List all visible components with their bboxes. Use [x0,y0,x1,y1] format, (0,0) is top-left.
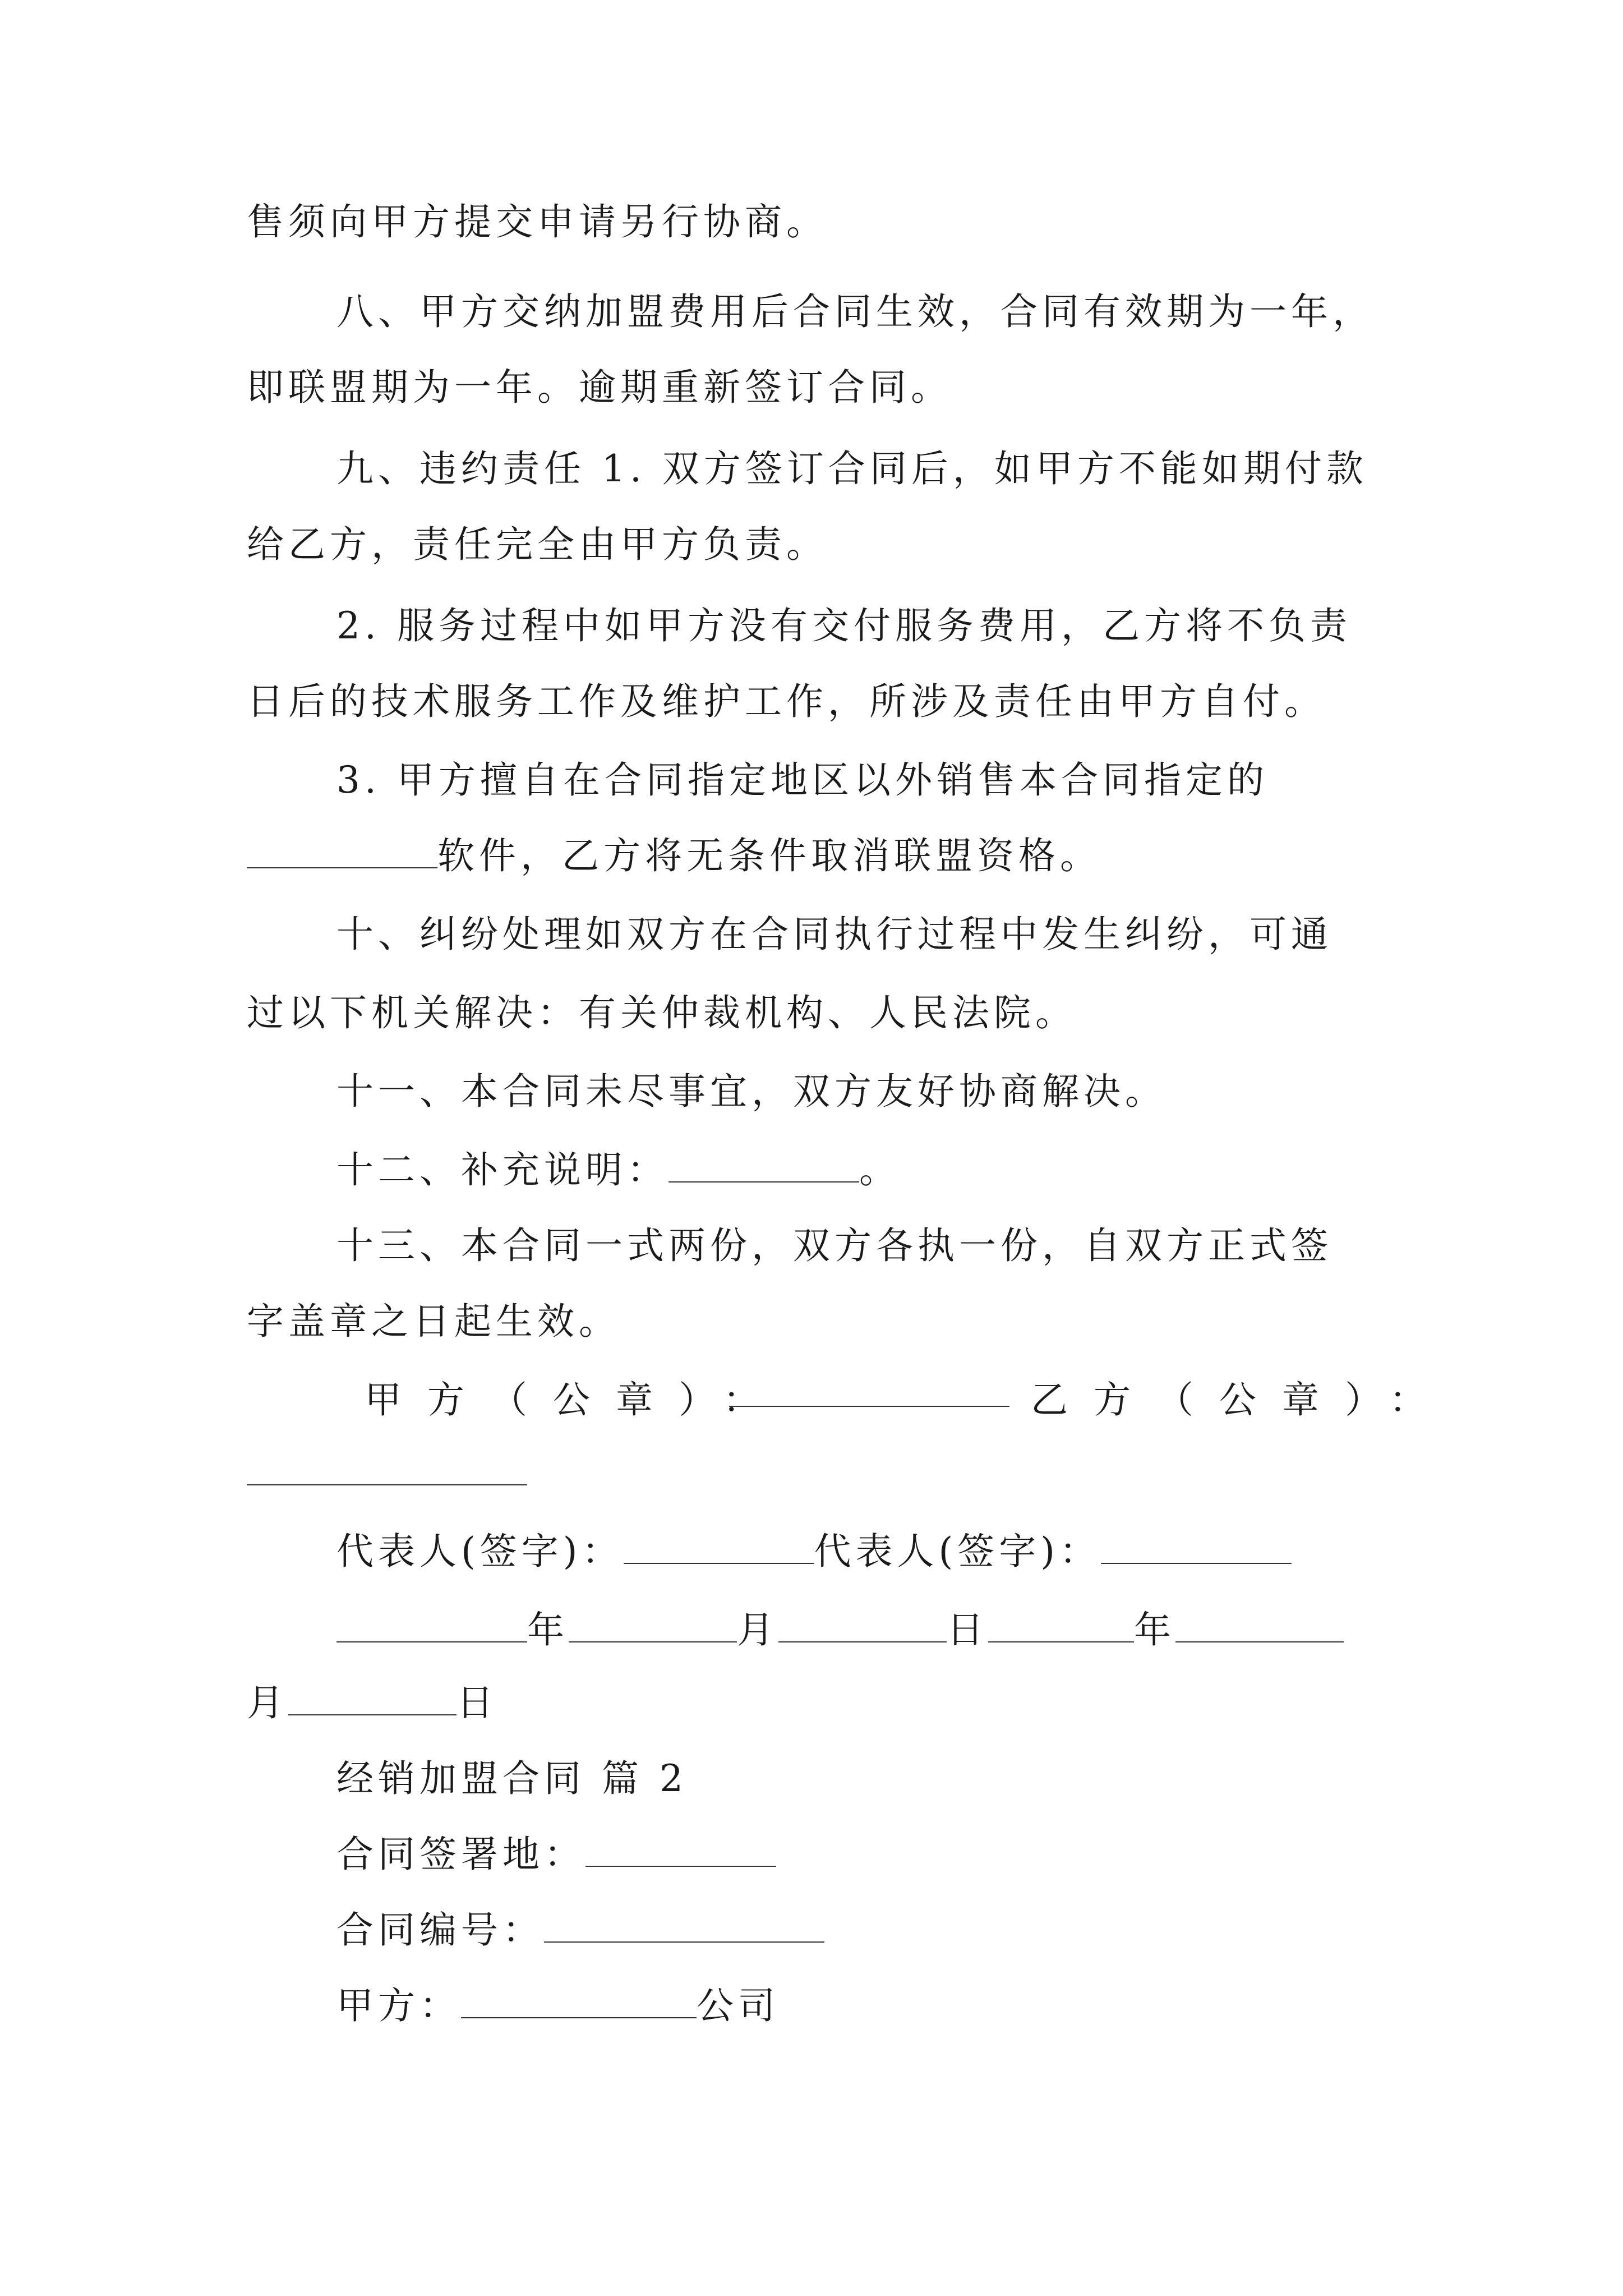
paragraph-line: 即联盟期为一年。逾期重新签订合同。 [247,366,952,409]
paragraph-line: 软件，乙方将无条件取消联盟资格。 [247,830,1101,882]
blank-line [1101,1531,1292,1564]
blank-line [778,1610,947,1642]
blank-line [988,1610,1134,1642]
paragraph-line: 字盖章之日起生效。 [247,1300,620,1343]
blank-line [461,1986,697,2018]
paragraph-line: 过以下机关解决：有关仲裁机构、人民法院。 [247,991,1077,1034]
rep-signature-line: 代表人(签字)： 代表人(签字)： [336,1526,1292,1577]
blank-line [288,1683,457,1715]
clause-8: 八、甲方交纳加盟费用后合同生效，合同有效期为一年， [336,290,1374,333]
blank-line [247,1453,527,1485]
party-a-line: 甲方： 公司 [336,1984,780,2027]
blank-line [544,1910,824,1943]
date-line: 年 月 日 年 [336,1604,1344,1656]
party-b-seal-label: 乙方（公章）： [1031,1378,1452,1421]
blank-line [569,1610,737,1642]
paragraph-line: 给乙方，责任完全由甲方负责。 [247,523,828,566]
section-heading: 经销加盟合同 篇 2 [336,1757,688,1800]
clause-11: 十一、本合同未尽事宜，双方友好协商解决。 [336,1070,1166,1113]
blank-line [729,1374,1009,1407]
date-line-continued: 月 日 [247,1681,498,1724]
blank-line [668,1150,859,1182]
clause-12: 十二、补充说明： 。 [336,1148,901,1191]
blank-line [624,1531,814,1564]
sign-place-line: 合同签署地： [336,1829,776,1880]
blank-line [247,836,437,868]
clause-10: 十、纠纷处理如双方在合同执行过程中发生纠纷，可通 [336,913,1332,956]
paragraph-line: 日后的技术服务工作及维护工作，所涉及责任由甲方自付。 [247,680,1326,723]
clause-9-item-3: 3. 甲方擅自在合同指定地区以外销售本合同指定的 [336,758,1269,802]
blank-line [585,1834,776,1867]
clause-9: 九、违约责任 1. 双方签订合同后，如甲方不能如期付款 [336,447,1368,490]
contract-number-line: 合同编号： [336,1904,824,1956]
party-a-seal-label: 甲方（公章）： [365,1378,786,1421]
blank-line [336,1610,527,1642]
clause-13: 十三、本合同一式两份，双方各执一份，自双方正式签 [336,1224,1332,1267]
blank-line [1175,1610,1344,1642]
clause-9-item-2: 2. 服务过程中如甲方没有交付服务费用，乙方将不负责 [336,604,1352,647]
paragraph-line: 售须向甲方提交申请另行协商。 [247,200,828,243]
